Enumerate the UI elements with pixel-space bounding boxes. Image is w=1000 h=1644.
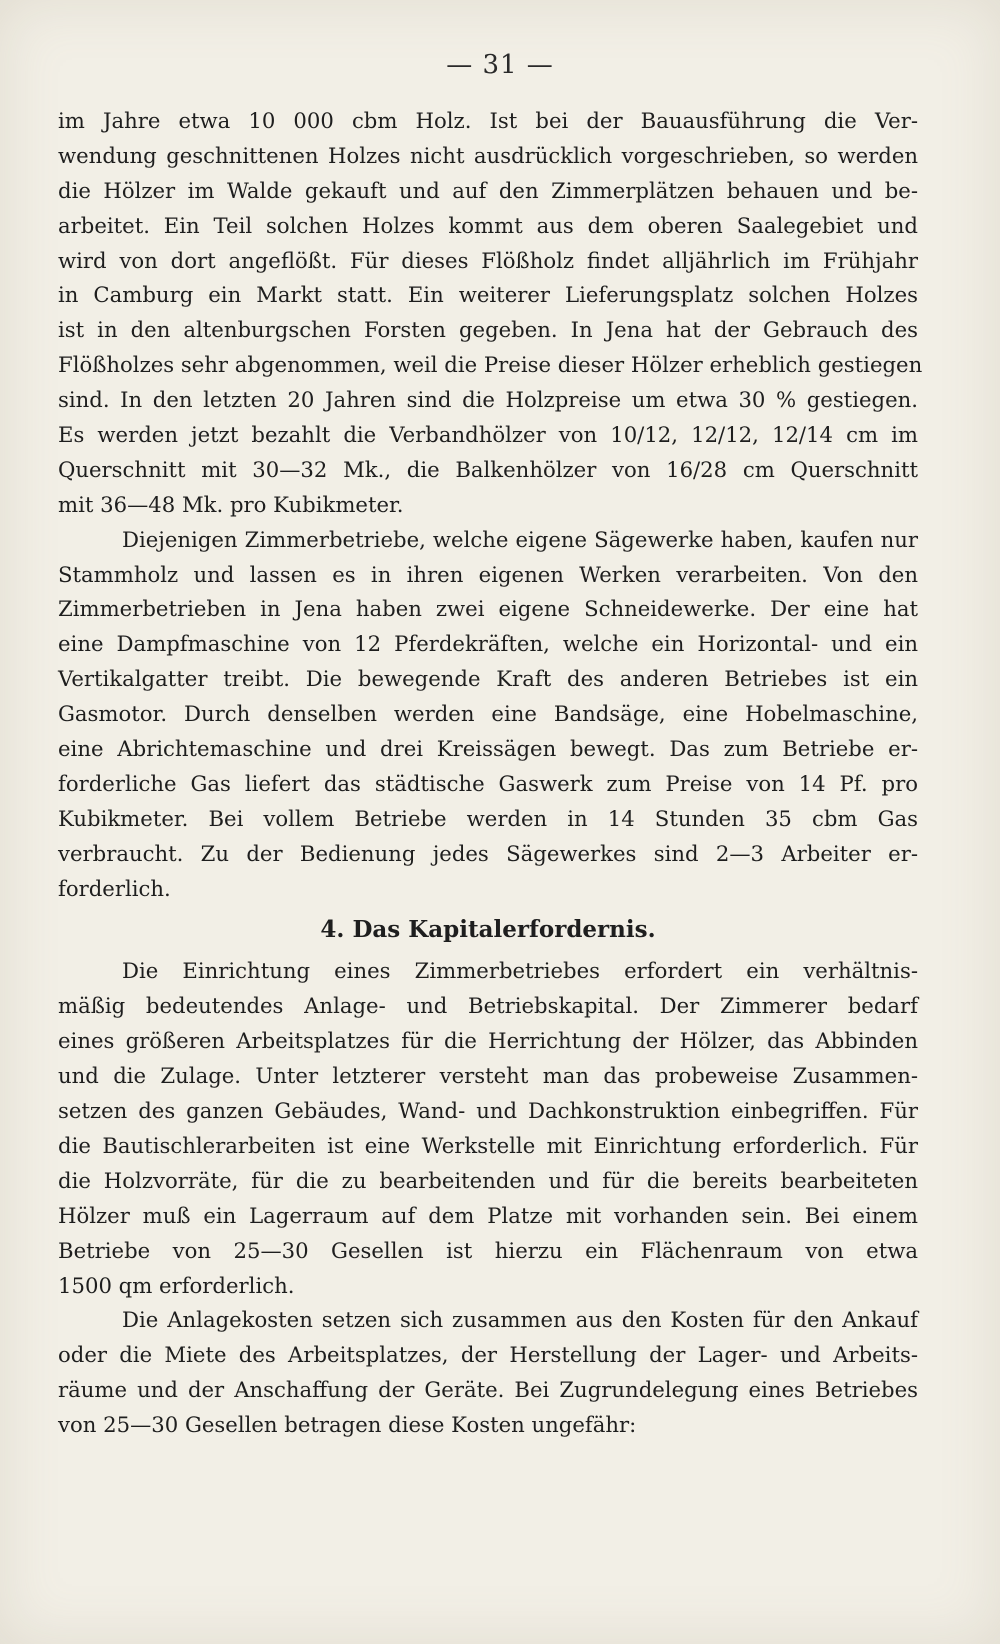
text-line: von 25—30 Gesellen betragen diese Kosten ungefähr:: [58, 1412, 637, 1438]
text-line: forderliche Gas liefert das städtische Gaswerk zum Preise von 14 Pf. pro: [58, 770, 918, 796]
text-line: in Camburg ein Markt statt. Ein weiterer Lieferungsplatz solchen Holzes: [58, 282, 918, 308]
text-line: Es werden jetzt bezahlt die Verbandhölzer von 10/12, 12/12, 12/14 cm im: [58, 422, 918, 448]
paragraph: [58, 523, 918, 907]
paragraph: [58, 1303, 918, 1443]
text-line: Querschnitt mit 30—32 Mk., die Balkenhölzer von 16/28 cm Querschnitt: [58, 456, 918, 482]
text-line: Die Einrichtung eines Zimmerbetriebes erfordert ein verhältnis-: [122, 958, 918, 984]
text-line: wird von dort angeflößt. Für dieses Flößholz findet alljährlich im Frühjahr: [58, 247, 918, 273]
text-line: die Hölzer im Walde gekauft und auf den Zimmerplätzen behauen und be-: [58, 177, 918, 203]
text-line: Gasmotor. Durch denselben werden eine Bandsäge, eine Hobelmaschine,: [58, 701, 918, 727]
text-line: forderlich.: [58, 875, 171, 901]
text-line: im Jahre etwa 10 000 cbm Holz. Ist bei der Bauausführung die Ver-: [58, 108, 918, 133]
text-line: Flößholzes sehr abgenommen, weil die Preise dieser Hölzer erheblich gestiegen: [58, 352, 923, 378]
text-line: Diejenigen Zimmerbetriebe, welche eigene Sägewerke haben, kaufen nur: [122, 526, 918, 552]
text-line: Betriebe von 25—30 Gesellen ist hierzu ein Flächenraum von etwa: [58, 1237, 918, 1263]
text-line: verbraucht. Zu der Bedienung jedes Sägewerkes sind 2—3 Arbeiter er-: [58, 840, 918, 866]
text-line: eine Dampfmaschine von 12 Pferdekräften, welche ein Horizontal- und ein: [58, 631, 918, 657]
paragraph: [58, 954, 918, 1303]
text-line: 1500 qm erforderlich.: [58, 1272, 295, 1298]
text-line: die Bautischlerarbeiten ist eine Werkstelle mit Einrichtung erforderlich. Für: [58, 1132, 918, 1158]
text-line: mit 36—48 Mk. pro Kubikmeter.: [58, 491, 404, 517]
paragraph: [58, 104, 923, 523]
text-line: Vertikalgatter treibt. Die bewegende Kraft des anderen Betriebes ist ein: [58, 666, 918, 692]
text-line: oder die Miete des Arbeitsplatzes, der Herstellung der Lager- und Arbeits-: [58, 1342, 918, 1368]
text-line: Die Anlagekosten setzen sich zusammen aus den Kosten für den Ankauf: [122, 1307, 918, 1333]
text-line: eine Abrichtemaschine und drei Kreissägen bewegt. Das zum Betriebe er-: [58, 736, 918, 762]
text-line: Hölzer muß ein Lagerraum auf dem Platze mit vorhanden sein. Bei einem: [58, 1202, 918, 1228]
text-line: und die Zulage. Unter letzterer versteht man das probeweise Zusammen-: [58, 1063, 918, 1089]
text-line: sind. In den letzten 20 Jahren sind die Holzpreise um etwa 30 % gestiegen.: [58, 387, 918, 413]
text-line: Stammholz und lassen es in ihren eigenen Werken verarbeiten. Von den: [58, 561, 918, 587]
body-text: [58, 104, 923, 1443]
text-line: eines größeren Arbeitsplatzes für die Herrichtung der Hölzer, das Abbinden: [58, 1028, 918, 1054]
text-line: räume und der Anschaffung der Geräte. Bei Zugrundelegung eines Betriebes: [58, 1377, 918, 1403]
text-line: Zimmerbetrieben in Jena haben zwei eigene Schneidewerke. Der eine hat: [58, 596, 918, 622]
text-line: Kubikmeter. Bei vollem Betriebe werden in 14 Stunden 35 cbm Gas: [58, 805, 918, 831]
text-line: die Holzvorräte, für die zu bearbeitenden und für die bereits bearbeiteten: [58, 1167, 918, 1193]
text-line: setzen des ganzen Gebäudes, Wand- und Dachkonstruktion einbegriffen. Für: [58, 1098, 918, 1124]
section-heading: 4. Das Kapitalerfordernis.: [320, 916, 656, 944]
text-line: ist in den altenburgschen Forsten gegeben. In Jena hat der Gebrauch des: [58, 317, 918, 343]
page-number-header: — 31 —: [446, 50, 554, 80]
text-line: arbeitet. Ein Teil solchen Holzes kommt aus dem oberen Saalegebiet und: [58, 212, 918, 238]
text-line: wendung geschnittenen Holzes nicht ausdrücklich vorgeschrieben, so werden: [58, 142, 918, 168]
text-line: mäßig bedeutendes Anlage- und Betriebskapital. Der Zimmerer bedarf: [58, 993, 918, 1019]
